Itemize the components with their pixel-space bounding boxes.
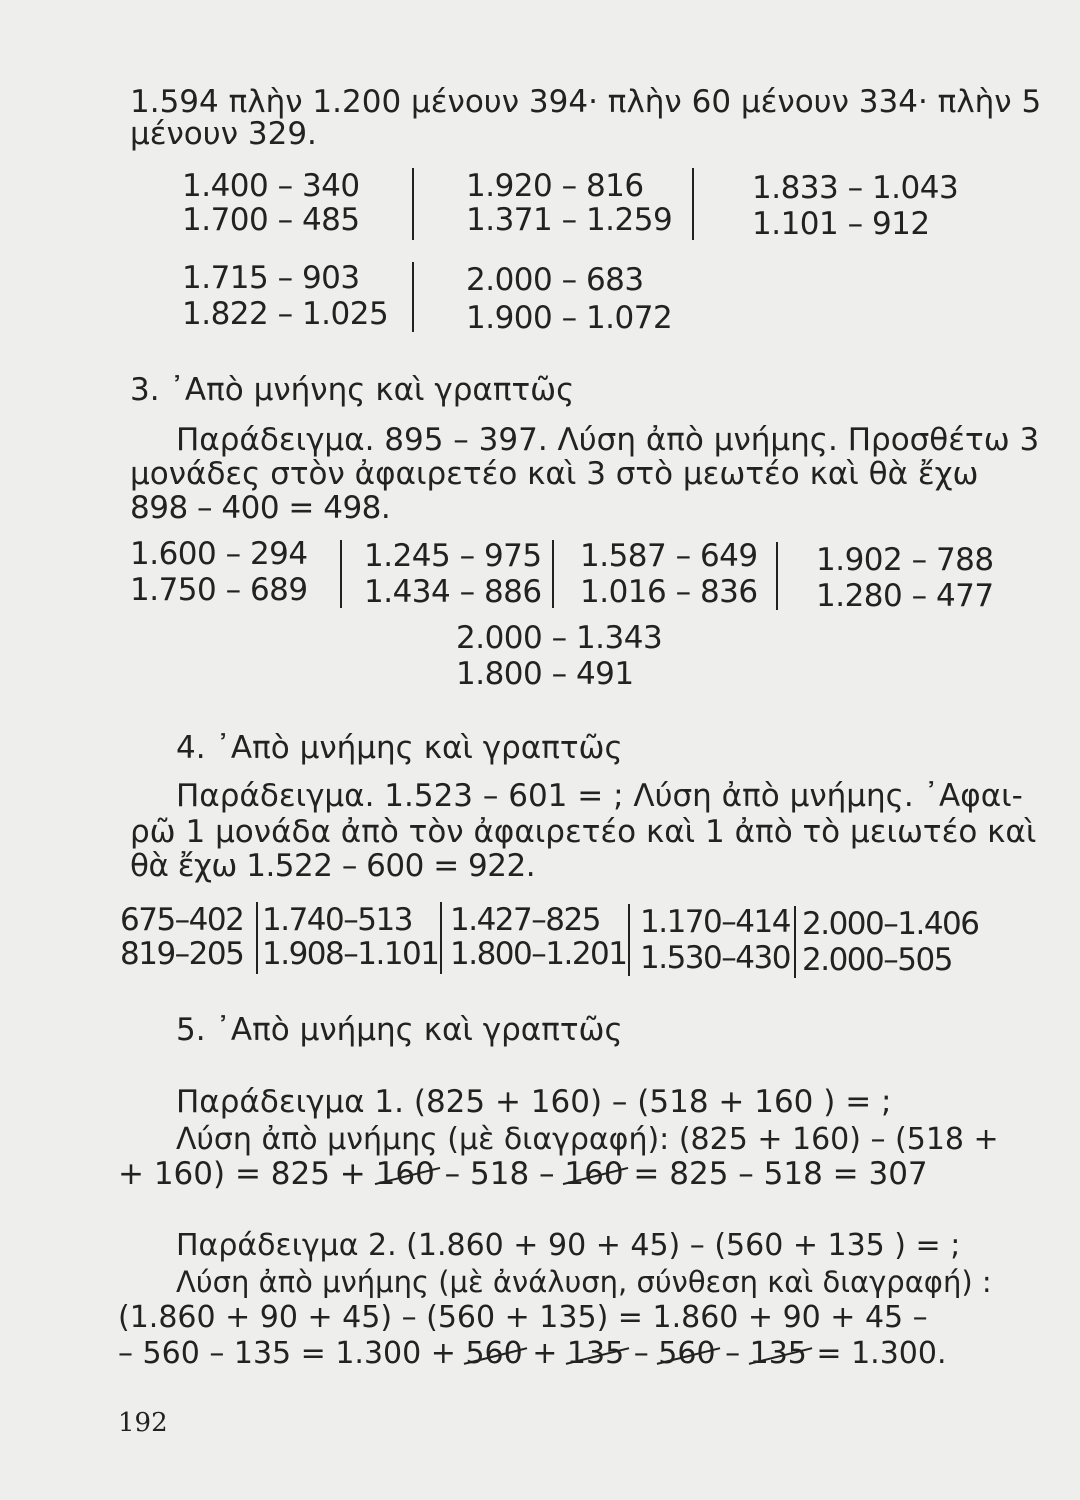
text-segment: – 518 – bbox=[434, 1156, 565, 1192]
table-cell: 2.000–1.406 bbox=[802, 906, 979, 942]
column-divider bbox=[628, 904, 630, 976]
section-3-example-line-3: 898 – 400 = 498. bbox=[130, 490, 391, 526]
intro-line-2: μένουν 329. bbox=[130, 116, 317, 152]
section-4-example-line-3: θὰ ἔχω 1.522 – 600 = 922. bbox=[130, 848, 536, 884]
text-segment: = 1.300. bbox=[806, 1336, 947, 1371]
section-5-example-1-line-1: Παράδειγμα 1. (825 + 160) – (518 + 160 ) = ; bbox=[176, 1084, 892, 1120]
table-cell: 1.920 – 816 bbox=[466, 168, 644, 204]
struck-number: 560 bbox=[658, 1336, 716, 1371]
table-cell: 1.280 – 477 bbox=[816, 578, 994, 614]
column-divider bbox=[412, 168, 414, 240]
section-4-example-line-1: Παράδειγμα. 1.523 – 601 = ; Λύση ἀπὸ μνήμης. ᾿Αφαι- bbox=[176, 778, 1023, 814]
table-cell: 1.101 – 912 bbox=[752, 206, 930, 242]
column-divider bbox=[794, 906, 796, 978]
table-cell: 1.434 – 886 bbox=[364, 574, 542, 610]
column-divider bbox=[552, 540, 554, 608]
table-cell: 1.902 – 788 bbox=[816, 542, 994, 578]
table-cell: 1.740–513 bbox=[262, 902, 412, 938]
text-segment: – bbox=[624, 1336, 659, 1371]
section-4-heading: 4. ᾿Απὸ μνήμης καὶ γραπτῶς bbox=[176, 730, 623, 766]
section-5-example-2-line-3: (1.860 + 90 + 45) – (560 + 135) = 1.860 + 90 + 45 – bbox=[118, 1300, 928, 1335]
table-cell: 1.908–1.101 bbox=[262, 936, 439, 972]
table-cell: 1.800 – 491 bbox=[456, 656, 634, 692]
table-cell: 1.371 – 1.259 bbox=[466, 202, 673, 238]
section-5-heading: 5. ᾿Απὸ μνήμης καὶ γραπτῶς bbox=[176, 1012, 623, 1048]
column-divider bbox=[440, 902, 442, 974]
table-cell: 1.822 – 1.025 bbox=[182, 296, 389, 332]
column-divider bbox=[256, 902, 258, 974]
text-segment: – 560 – 135 = 1.300 + bbox=[118, 1336, 466, 1371]
intro-line-1: 1.594 πλὴν 1.200 μένουν 394· πλὴν 60 μένουν 334· πλὴν 5 bbox=[130, 84, 1042, 120]
table-cell: 1.715 – 903 bbox=[182, 260, 360, 296]
section-4-example-line-2: ρῶ 1 μονάδα ἀπὸ τὸν ἀφαιρετέο καὶ 1 ἀπὸ τὸ μειωτέο καὶ bbox=[130, 814, 1037, 850]
section-3-example-line-1: Παράδειγμα. 895 – 397. Λύση ἀπὸ μνήμης. Προσθέτω 3 bbox=[176, 422, 1040, 458]
table-cell: 1.833 – 1.043 bbox=[752, 170, 959, 206]
table-cell: 1.800–1.201 bbox=[450, 936, 627, 972]
text-segment: + bbox=[522, 1336, 567, 1371]
table-cell: 819–205 bbox=[120, 936, 244, 972]
section-5-example-2-line-2: Λύση ἀπὸ μνήμης (μὲ ἀνάλυση, σύνθεση καὶ διαγραφή) : bbox=[176, 1265, 992, 1299]
table-cell: 1.400 – 340 bbox=[182, 168, 360, 204]
table-cell: 1.427–825 bbox=[450, 902, 600, 938]
table-cell: 1.016 – 836 bbox=[580, 574, 758, 610]
section-5-example-2-line-4 bbox=[118, 1336, 947, 1372]
table-cell: 1.587 – 649 bbox=[580, 538, 758, 574]
text-segment: = 825 – 518 = 307 bbox=[623, 1156, 928, 1192]
text-segment: – bbox=[715, 1336, 750, 1371]
table-cell: 1.900 – 1.072 bbox=[466, 300, 673, 336]
page-number: 192 bbox=[118, 1408, 168, 1438]
section-5-example-1-line-2: Λύση ἀπὸ μνήμης (μὲ διαγραφή): (825 + 160) – (518 + bbox=[176, 1122, 999, 1157]
table-cell: 1.600 – 294 bbox=[130, 536, 308, 572]
column-divider bbox=[412, 262, 414, 332]
column-divider bbox=[776, 542, 778, 610]
struck-number: 135 bbox=[749, 1336, 807, 1371]
table-cell: 2.000–505 bbox=[802, 942, 952, 978]
section-5-example-2-line-1: Παράδειγμα 2. (1.860 + 90 + 45) – (560 + 135 ) = ; bbox=[176, 1228, 961, 1263]
table-cell: 1.750 – 689 bbox=[130, 572, 308, 608]
table-cell: 2.000 – 683 bbox=[466, 262, 644, 298]
struck-number: 160 bbox=[375, 1156, 435, 1192]
table-cell: 1.245 – 975 bbox=[364, 538, 542, 574]
section-5-example-1-line-3 bbox=[118, 1156, 928, 1192]
table-cell: 1.170–414 bbox=[640, 904, 790, 940]
table-cell: 1.530–430 bbox=[640, 940, 790, 976]
section-3-example-line-2: μονάδες στὸν ἀφαιρετέο καὶ 3 στὸ μεωτέο καὶ θὰ ἔχω bbox=[130, 456, 979, 492]
table-cell: 675–402 bbox=[120, 902, 244, 938]
column-divider bbox=[340, 540, 342, 608]
struck-number: 160 bbox=[564, 1156, 624, 1192]
table-cell: 2.000 – 1.343 bbox=[456, 620, 663, 656]
table-cell: 1.700 – 485 bbox=[182, 202, 360, 238]
text-segment: + 160) = 825 + bbox=[118, 1156, 376, 1192]
column-divider bbox=[692, 168, 694, 240]
section-3-heading: 3. ᾿Απὸ μνήνης καὶ γραπτῶς bbox=[130, 372, 575, 408]
struck-number: 135 bbox=[566, 1336, 625, 1371]
struck-number: 560 bbox=[465, 1336, 523, 1371]
